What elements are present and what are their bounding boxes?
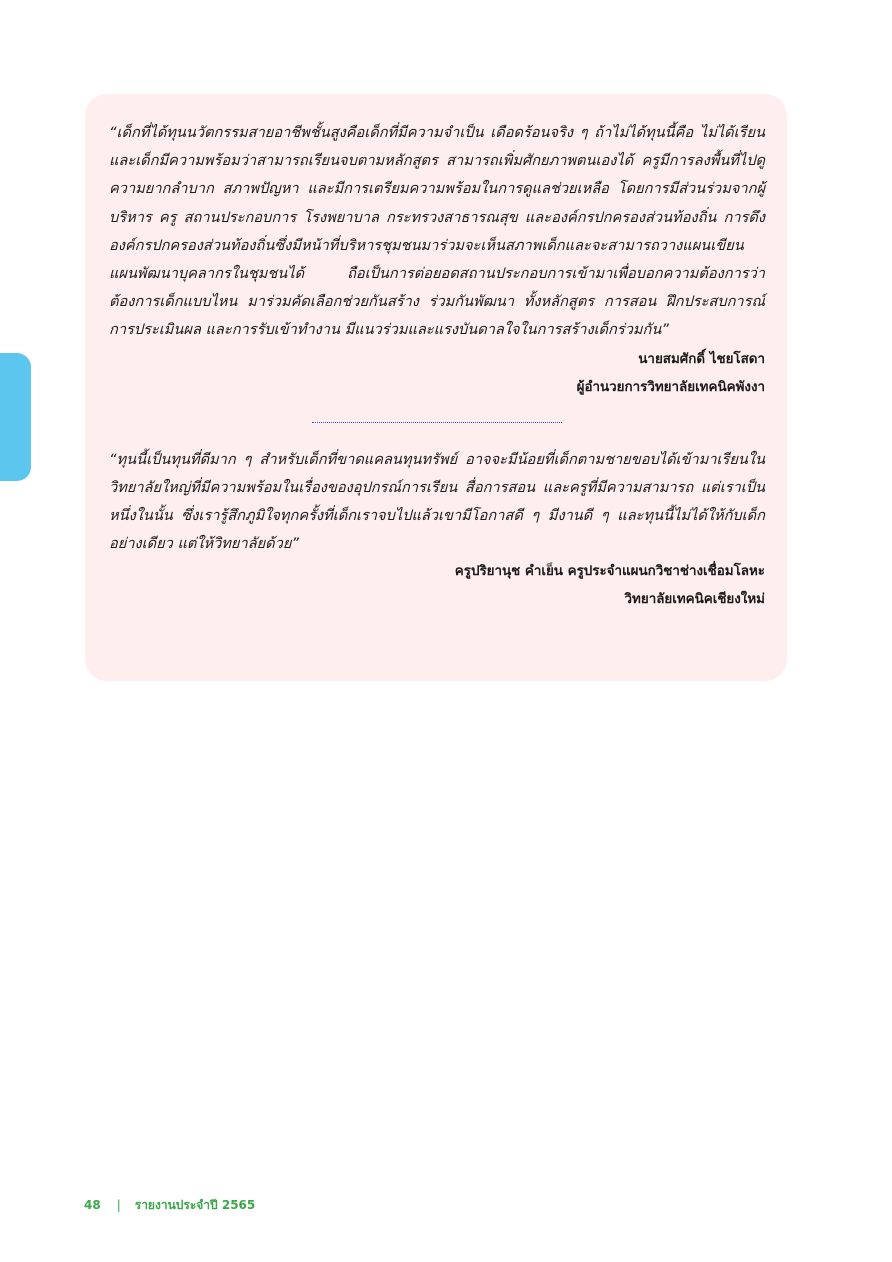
quote-2-name: ครูปริยานุช คำเย็น ครูประจำแผนกวิชาช่างเชื่อมโลหะ bbox=[454, 564, 765, 580]
quote-1-name: นายสมศักดิ์ ไชยโสดา bbox=[638, 351, 765, 367]
quote-1-text: “เด็กที่ได้ทุนนวัตกรรมสายอาชีพชั้นสูงคือเด็กที่มีความจำเป็น เดือดร้อนจริง ๆ ถ้าไม่ได้ทุนนี้คือ ไม่ได้เรียน และเด็กมีความพร้อมว่าสามารถเรียนจบตามหลักสูตร สามารถเพิ่มศักยภาพตนเองได้ ครูมีการลงพื้นที่ไปดูความยากลำบาก สภาพปัญหา และมีการเตรียมความพร้อมในการดูแลช่วยเหลือ โดยการมีส่วนร่วมจากผู้บริหาร ครู สถานประกอบการ โรงพยาบาล กระทรวงสาธารณสุข และองค์กรปกครองส่วนท้องถิ่น การดึงองค์กรปกครองส่วนท้องถิ่นซึ่งมีหน้าที่บริหารชุมชนมาร่วมจะเห็นสภาพเด็กและจะสามารถวางแผนเขียนแผนพัฒนาบุคลากรในชุมชนได้ ถือเป็นการต่อยอดสถานประกอบการเข้ามาเพื่อบอกความต้องการว่าต้องการเด็กแบบไหน มาร่วมคัดเลือกช่วยกันสร้าง ร่วมกันพัฒนา ทั้งหลักสูตร การสอน ฝึกประสบการณ์ การประเมินผล และการรับเข้าทำงาน มีแนวร่วมและแรงบันดาลใจในการสร้างเด็กร่วมกัน” bbox=[109, 124, 765, 339]
quote-2-text: “ทุนนี้เป็นทุนที่ดีมาก ๆ สำหรับเด็กที่ขาดแคลนทุนทรัพย์ อาจจะมีน้อยที่เด็กตามชายขอบได้เข้ามาเรียนในวิทยาลัยใหญ่ที่มีความพร้อมในเรื่องของอุปกรณ์การเรียน สื่อการสอน และครูที่มีความสามารถ แต่เราเป็นหนึ่งในนั้น ซึ่งเรารู้สึกภูมิใจทุกครั้งที่เด็กเราจบไปแล้วเขามีโอกาสดี ๆ มีงานดี ๆ และทุนนี้ไม่ได้ให้กับเด็กอย่างเดียว แต่ให้วิทยาลัยด้วย” bbox=[109, 450, 765, 553]
quote-1-position: ผู้อำนวยการวิทยาลัยเทคนิคพังงา bbox=[576, 379, 765, 395]
report-title: รายงานประจำปี 2565 bbox=[134, 1198, 256, 1212]
page-number: 48 bbox=[84, 1198, 101, 1212]
page-footer bbox=[84, 1196, 255, 1215]
side-tab-marker bbox=[0, 353, 31, 481]
quote-1-attribution bbox=[109, 346, 765, 402]
dotted-divider bbox=[312, 422, 562, 423]
quote-2-attribution bbox=[109, 558, 765, 614]
footer-separator: | bbox=[116, 1198, 121, 1212]
quote-2-position: วิทยาลัยเทคนิคเชียงใหม่ bbox=[624, 592, 765, 608]
quote-box bbox=[85, 94, 787, 681]
